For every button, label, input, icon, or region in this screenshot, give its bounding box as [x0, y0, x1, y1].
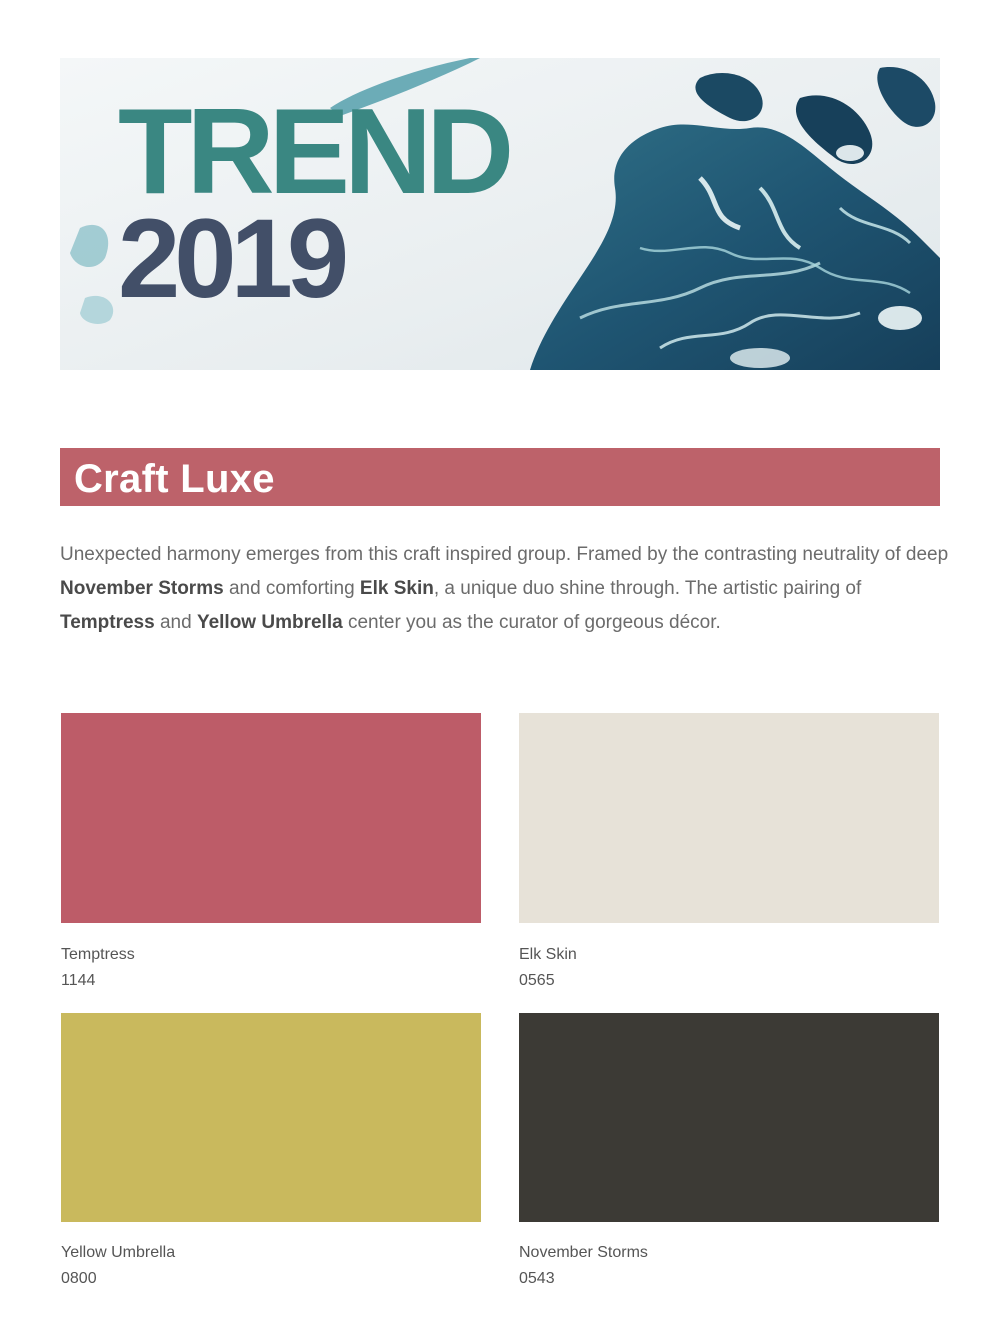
section-header-bar: [60, 448, 940, 506]
swatch-code: 1144: [61, 972, 96, 989]
desc-text-3: , a unique duo shine through. The artistic pairing of: [433, 578, 862, 599]
swatch-november-storms: [519, 1013, 939, 1289]
color-chip: [519, 1013, 939, 1222]
swatch-name: Elk Skin: [519, 946, 577, 963]
desc-bold-yellow-umbrella: Yellow Umbrella: [196, 612, 343, 633]
swatch-name: November Storms: [519, 1244, 648, 1261]
swatch-yellow-umbrella: [61, 1013, 481, 1289]
desc-text-5: center you as the curator of gorgeous décor.: [342, 612, 721, 633]
swatch-name: Yellow Umbrella: [61, 1244, 176, 1261]
swatch-elk-skin: [519, 713, 939, 991]
desc-bold-temptress: Temptress: [60, 612, 155, 633]
color-chip: [61, 1013, 481, 1222]
desc-bold-november-storms: November Storms: [60, 578, 224, 599]
desc-bold-elk-skin: Elk Skin: [359, 578, 434, 599]
desc-text-2: and comforting: [223, 578, 360, 599]
color-chip: [519, 713, 939, 923]
swatch-code: 0800: [61, 1270, 97, 1287]
banner-year: 2019: [118, 196, 344, 321]
swatch-temptress: [61, 713, 481, 991]
swatch-code: 0543: [519, 1270, 555, 1287]
desc-text-4: and: [154, 612, 197, 633]
banner-title: [118, 83, 509, 321]
swatch-code: 0565: [519, 972, 555, 989]
swatch-name: Temptress: [61, 946, 135, 963]
section-title: Craft Luxe: [74, 457, 275, 501]
trend-banner: [60, 58, 940, 370]
banner-word: TREND: [118, 83, 509, 219]
desc-text-1: Unexpected harmony emerges from this craft inspired group. Framed by the contrasting neutrality of deep: [60, 544, 949, 565]
description-paragraph: [60, 538, 960, 640]
color-chip: [61, 713, 481, 923]
